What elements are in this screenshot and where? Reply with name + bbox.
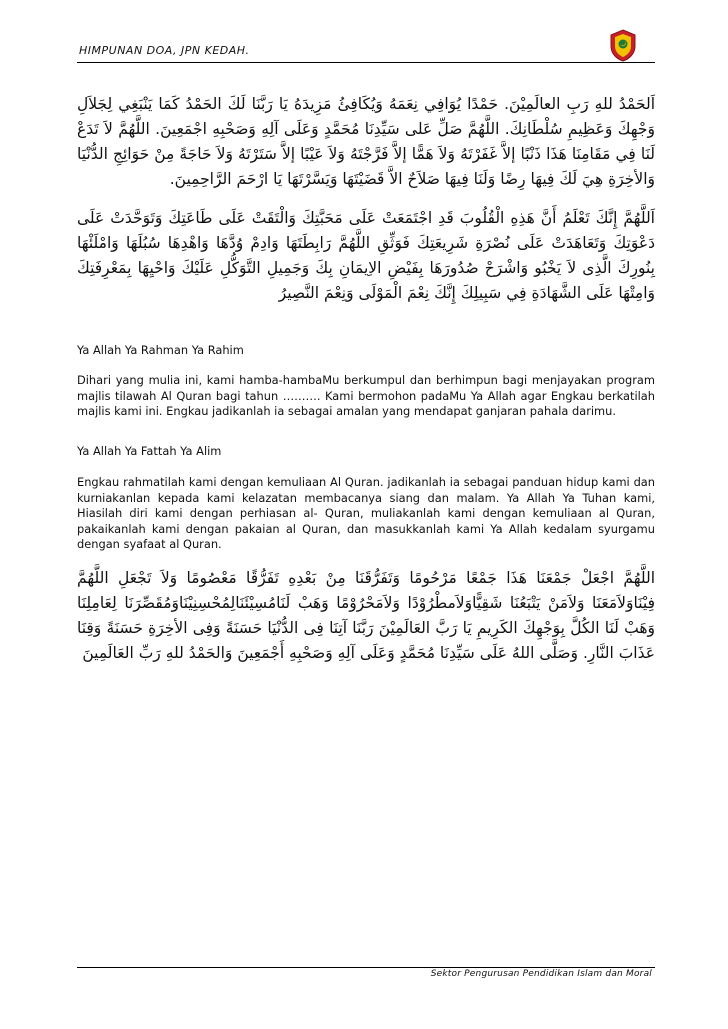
malay-paragraph-2: Engkau rahmatilah kami dengan kemuliaan Al Quran. jadikanlah ia sebagai panduan hidup kami dan kurniakanlan kepada kami kelazatan membacanya siang dan malam. Ya Allah Ya Tuhan kami, Hiasilah diri kami dengan perhiasan al- Quran, muliakanlah kami dengan kemuliaan al Quran, pakaikanlah kami dengan pakaian al Quran, dan masukkanlah kami Ya Allah kedalam syurgamu dengan syafaat al Quran.	[77, 475, 655, 551]
footer-organization: Sektor Pengurusan Pendidikan Islam dan Moral	[430, 969, 652, 979]
document-header-title: HIMPUNAN DOA, JPN KEDAH.	[79, 44, 250, 57]
footer-divider	[77, 967, 655, 968]
arabic-prayer-paragraph-2: اَللَّهُمَّ إِنَّكَ تَعْلَمُ أَنَّ هَذِهِ الْقُلُوبَ قَدِ اجْتَمَعَتْ عَلَى مَحَبَّتِكَ وَالْتَقَتْ عَلَى طَاعَتِكَ وَتَوَحَّدَتْ عَلَى دَعْوَتِكَ وَتَعَاهَدَتْ عَلَى نُصْرَةِ شَرِيعَتِكَ فَوَثِّقِ اللَّهُمَّ رَابِطَتَهَا وَادِمْ وُدَّهَا وَاهْدِهَا سُبُلَهَا وَامْلَئْهَا بِنُورِكَ الَّذِى لاَ يَخْبُو وَاشْرَحْ صُدُورَهَا بِفَيْضِ الاِيمَانِ بِكَ وَجَمِيلِ التَّوَكُّلِ عَلَيْكَ وَاحْيِهَا بِمَعْرِفَتِكَ وَامِتْهَا عَلَى الشَّهَادَةِ فِي سَبِيلِكَ إِنَّكَ نِعْمَ الْمَوْلَى وَنِعْمَ النَّصِيرُ	[77, 209, 655, 302]
arabic-prayer-paragraph-3: اللَّهُمَّ اجْعَلْ جَمْعَنَا هَذَا جَمْعًا مَرْحُومًا وَتَفَرُّقَنَا مِنْ بَعْدِهِ تَفَرُّقًا مَعْصُومًا وَلاَ تَجْعَلِ اللَّهُمَّ فِيْنَاوَلاَمَعَنَا وَلاَمَنْ يَتْبَعُنَا شَقِيًّاوَلاَمطْرُوْدًا وَلاَمَحْرُوْمًا وَهَبْ لَنَامُسِيْئَنَالِمُحْسِنِيْنَاوَمُقَصِّرَنَا لِعَامِلِنَا وَهَبْ لَنَا الكُلَّ بِوَجْهِكَ الكَرِيمِ يَا رَبَّ العَالَمِيْنَ رَبَّنَا آتِنَا فِى الدُّنْيَا حَسَنَةً وَفِى الأخِرَةِ حَسَنَةً وَقِنَا عَذَابَ النَّارِ. وَصَلَّى اللهُ عَلَى سَيِّدِنَا مُحَمَّدٍ وَعَلَى آلِهِ وَصَحْبِهِ أَجْمَعِينَ وَالحَمْدُ للهِ رَبِّ العَالَمِينَ	[77, 569, 655, 662]
kedah-crest-logo	[608, 28, 638, 62]
malay-paragraph-1: Dihari yang mulia ini, kami hamba-hambaMu berkumpul dan berhimpun bagi menjayakan program majlis tilawah Al Quran bagi tahun ………. Kami bermohon padaMu Ya Allah agar Engkau berkatilah majlis kami ini. Engkau jadikanlah ia sebagai amalan yang mendapat ganjaran pahala darimu.	[77, 373, 655, 418]
header-divider	[77, 62, 655, 63]
malay-heading-2: Ya Allah Ya Fattah Ya Alim	[77, 444, 222, 458]
arabic-prayer-paragraph-1: اَلحَمْدُ للهِ رَبِ العالَمِيْنَ. حَمْدًا يُوَافِي نِعَمَهُ وَيُكَافِئُ مَزِيدَهُ يَا رَبَّنَا لَكَ الحَمْدُ كَمَا يَنْبَغِي لِجَلاَلِ وَجْهِكَ وَعَظِيمِ سُلْطَانِكَ. اللَّهُمَّ صَلِّ عَلى سَيِّدِنَا مُحَمَّدٍ وَعَلَى آلِهِ وَصَحْبِهِ اجْمَعِينَ. اللَّهُمَّ لاَ تَدَعْ لَنَا فِي مَقَامِنَا هَذَا ذَنْبًا إلاَّ غَفَرْتَهُ وَلاَ هَمًّا إلاَّ فَرَّجْتَهُ وَلاَ عَيْبًا إلاَّ سَتَرْتَهُ وَلاَ حَاجَةً مِنْ حَوَائِجِ الدُّنْيَا وَالأخِرَةِ هِيَ لَكَ فِيهَا رِضًا وَلَنَا فِيهَا صَلاَحٌ الاَّ قَضَيْتَهَا وَيَسَّرْتَهَا يَا ارْحَمَ الرَّاحِمِينَ.	[77, 95, 655, 188]
malay-heading-1: Ya Allah Ya Rahman Ya Rahim	[77, 343, 244, 357]
